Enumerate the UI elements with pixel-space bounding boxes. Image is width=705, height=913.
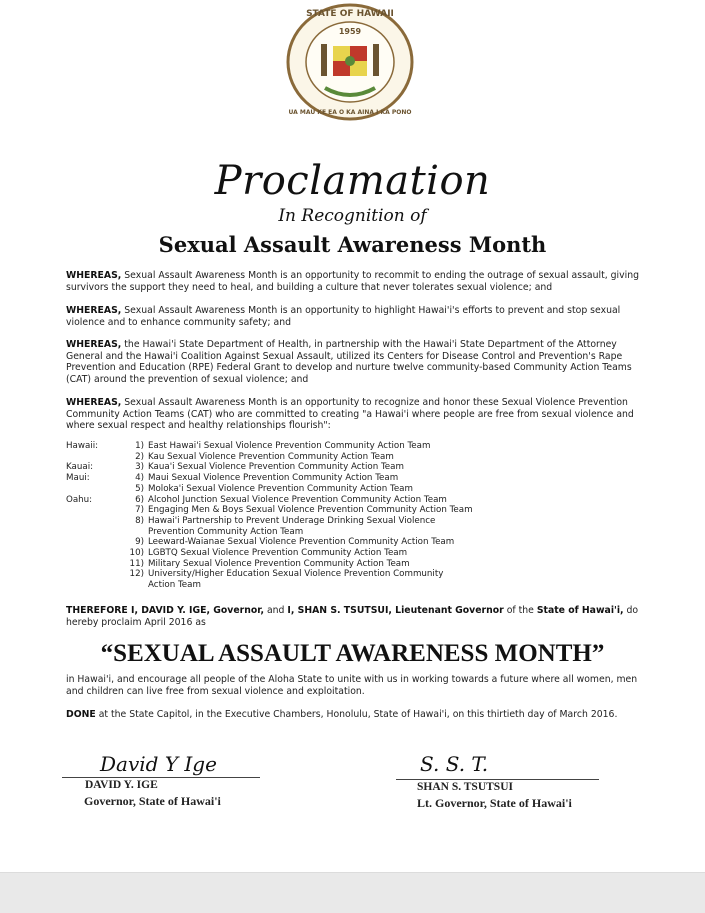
lt-governor-signature: S. S. T. (420, 752, 489, 776)
list-item: 12) University/Higher Education Sexual Violence Prevention Community Action Team (129, 569, 444, 591)
proclamation-subtitle: In Recognition of (278, 206, 427, 226)
team-list (66, 441, 516, 591)
list-item: 11) Military Sexual Violence Prevention Community Action Team (129, 558, 410, 569)
state-seal (285, 2, 415, 122)
therefore-paragraph: THEREFORE I, DAVID Y. IGE, Governor, and I, SHAN S. TSUTSUI, Lieutenant Governor of the State of Hawai'i, do hereby proclaim April 2016 as (66, 605, 639, 628)
list-item: Kauai: 3) Kaua'i Sexual Violence Prevention Community Action Team (66, 462, 404, 473)
done-paragraph: DONE at the State Capitol, in the Executive Chambers, Honolulu, State of Hawai'i, on this thirtieth day of March 2016. (66, 709, 618, 720)
hawaii-seal-icon (285, 2, 415, 122)
governor-signature: David Y Ige (100, 752, 217, 776)
governor-name: DAVID Y. IGE (85, 779, 158, 791)
governor-signature-line (62, 777, 260, 778)
whereas-4: WHEREAS, Sexual Assault Awareness Month is an opportunity to recognize and honor these Sexual Violence Prevention Community Action Teams (CAT) who are committed to creating "a Hawai'i where people are free from sexual violence and where sexual respect and healthy relationships flourish": (66, 397, 634, 431)
list-item: Hawaii: 1) East Hawai'i Sexual Violence Prevention Community Action Team (66, 441, 431, 451)
whereas-3: WHEREAS, the Hawai'i State Department of Health, in partnership with the Hawai'i State Department of the Attorney General and the Hawai'i Coalition Against Sexual Assault, utilized its Centers for Disease Control and Prevention's Rape Prevention and Education (RPE) Federal Grant to develop and nurture twelve community-based Community Action Teams (CAT) around the prevention of sexual violence; and (66, 339, 632, 385)
svg-text:UA MAU KE EA O KA AINA I KA PO: UA MAU KE EA O KA AINA I KA PONO (288, 109, 412, 116)
list-item: 7) Engaging Men & Boys Sexual Violence Prevention Community Action Team (135, 505, 473, 516)
proclaimed-month-title: “SEXUAL ASSAULT AWARENESS MONTH” (100, 640, 605, 667)
whereas-2: WHEREAS, Sexual Assault Awareness Month is an opportunity to highlight Hawai'i's efforts to prevent and stop sexual violence and to enhance community safety; and (66, 305, 621, 328)
svg-text:1959: 1959 (338, 27, 362, 36)
list-item: 8) Hawai'i Partnership to Prevent Underage Drinking Sexual Violence Prevention Community Action Team (135, 515, 436, 537)
svg-text:STATE OF HAWAII: STATE OF HAWAII (306, 9, 394, 19)
main-title: Sexual Assault Awareness Month (158, 232, 547, 257)
lt-governor-signature-line (396, 779, 599, 780)
governor-title: Governor, State of Hawai'i (84, 794, 221, 808)
encourage-paragraph: in Hawai'i, and encourage all people of the Aloha State to unite with us in working towards a future where all women, men and children can live free from sexual violence and exploitation. (66, 674, 638, 697)
lt-governor-title: Lt. Governor, State of Hawai'i (417, 796, 572, 810)
list-item: 9) Leeward-Waianae Sexual Violence Prevention Community Action Team (135, 537, 455, 548)
list-item: 10) LGBTQ Sexual Violence Prevention Community Action Team (129, 548, 408, 559)
whereas-1: WHEREAS, Sexual Assault Awareness Month is an opportunity to recommit to ending the outrage of sexual assault, giving survivors the support they need to heal, and building a culture that never tolerates sexual violence; and (66, 270, 640, 293)
proclamation-title: Proclamation (214, 158, 491, 204)
lt-governor-name: SHAN S. TSUTSUI (417, 781, 513, 793)
bottom-bar (0, 872, 705, 913)
list-item: 5) Moloka'i Sexual Violence Prevention Community Action Team (135, 483, 413, 494)
list-item: 2) Kau Sexual Violence Prevention Community Action Team (135, 451, 394, 462)
list-item: Oahu: 6) Alcohol Junction Sexual Violence Prevention Community Action Team (66, 494, 447, 505)
list-item: Maui: 4) Maui Sexual Violence Prevention Community Action Team (66, 473, 399, 484)
